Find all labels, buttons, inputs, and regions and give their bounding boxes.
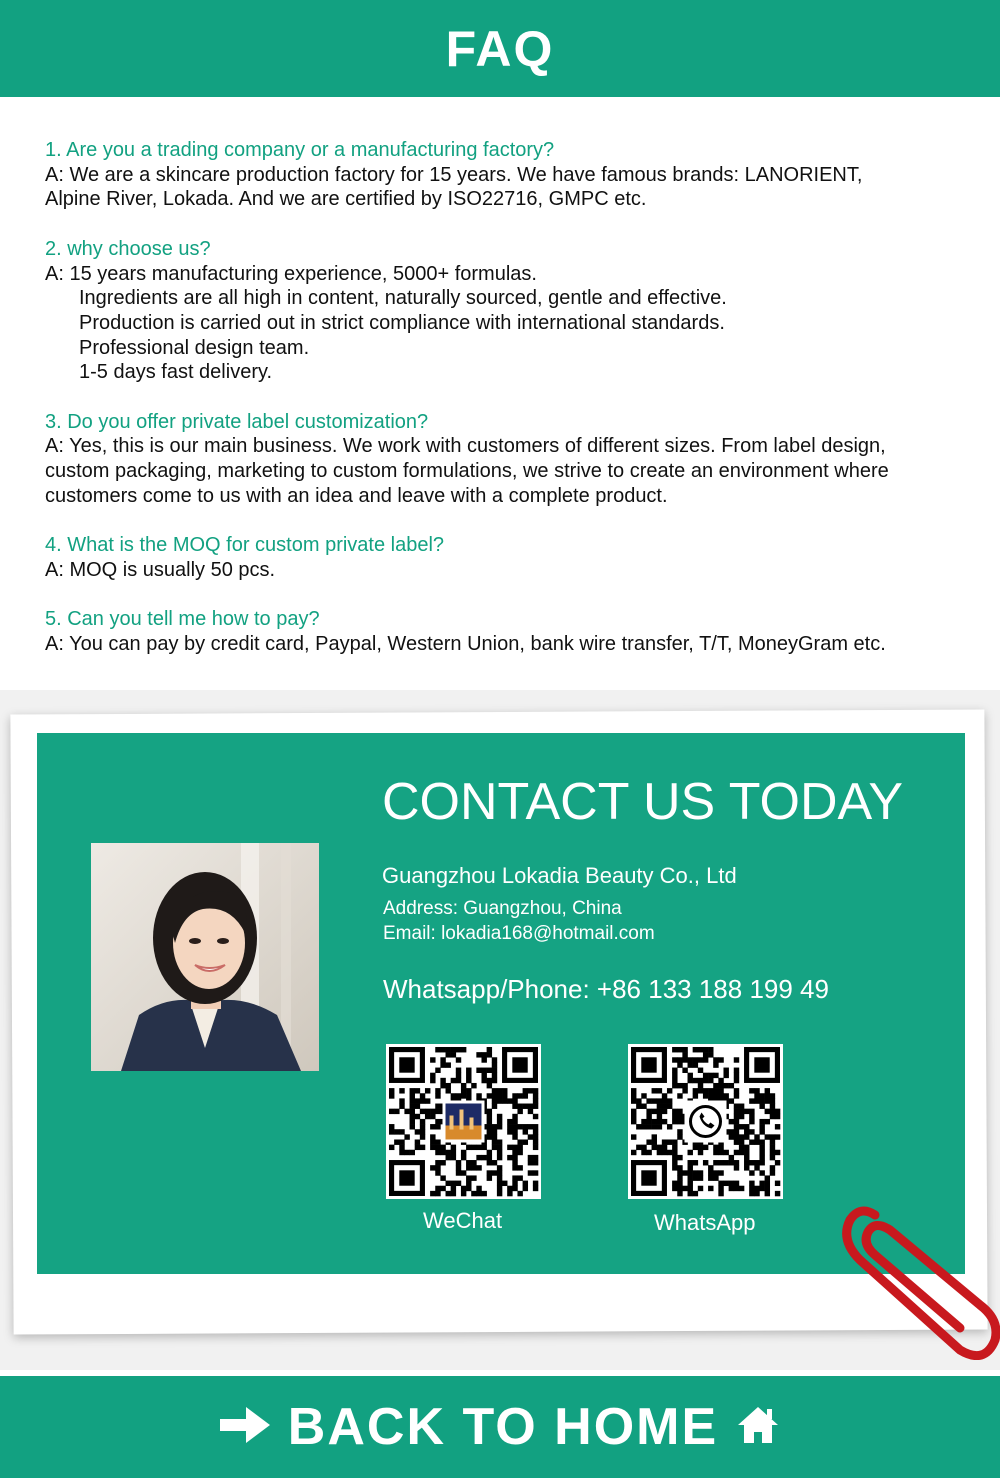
faq-question: 3. Do you offer private label customization? (45, 410, 429, 433)
whatsapp-label: WhatsApp (654, 1210, 756, 1235)
phone-text: Whatsapp/Phone: +86 133 188 199 49 (383, 974, 829, 1004)
faq-answer-line: A: Yes, this is our main business. We work with customers of different sizes. From label design, (45, 435, 886, 458)
faq-answer-line: A: MOQ is usually 50 pcs. (45, 558, 276, 581)
faq-item (45, 138, 975, 212)
faq-answer-line: Alpine River, Lokada. And we are certified by ISO22716, GMPC etc. (45, 188, 647, 211)
arrow-right-icon (220, 1407, 270, 1448)
paper-clip-icon (830, 1200, 1000, 1360)
faq-answer-line: Ingredients are all high in content, naturally sourced, gentle and effective. (79, 287, 727, 310)
wechat-qr-code (386, 1044, 541, 1199)
faq-answer-line: 1-5 days fast delivery. (79, 361, 273, 384)
faq-question: 5. Can you tell me how to pay? (45, 608, 320, 631)
email-text: Email: lokadia168@hotmail.com (383, 923, 655, 944)
faq-item (45, 237, 975, 385)
faq-item (45, 533, 975, 582)
whatsapp-qr-code (628, 1044, 783, 1199)
faq-answer-line: A: You can pay by credit card, Paypal, Western Union, bank wire transfer, T/T, MoneyGram etc. (45, 633, 886, 655)
address-text: Address: Guangzhou, China (383, 898, 622, 919)
faq-question: 4. What is the MOQ for custom private label? (45, 534, 445, 557)
wechat-label: WeChat (423, 1208, 503, 1233)
faq-title: FAQ (445, 20, 555, 77)
company-name: Guangzhou Lokadia Beauty Co., Ltd (382, 863, 737, 888)
faq-answer-line: Professional design team. (79, 336, 310, 359)
faq-item (45, 410, 975, 509)
contact-heading: CONTACT US TODAY (382, 773, 904, 831)
contact-portrait-photo (91, 843, 319, 1071)
faq-answer-line: A: We are a skincare production factory for 15 years. We have famous brands: LANORIENT, (45, 163, 863, 186)
faq-answer-line: A: 15 years manufacturing experience, 5000+ formulas. (45, 262, 537, 285)
faq-answer-line: custom packaging, marketing to custom formulations, we strive to create an environment where (45, 460, 889, 483)
back-to-home-label: BACK TO HOME (287, 1398, 719, 1456)
back-to-home-button[interactable] (0, 1376, 1000, 1478)
home-icon (736, 1405, 780, 1450)
faq-question: 1. Are you a trading company or a manufacturing factory? (45, 139, 555, 161)
faq-header (0, 0, 1000, 97)
faq-item (45, 607, 975, 656)
faq-answer-line: customers come to us with an idea and leave with a complete product. (45, 484, 668, 507)
faq-answer-line: Production is carried out in strict compliance with international standards. (79, 311, 725, 334)
faq-list (45, 138, 975, 681)
faq-question: 2. why choose us? (45, 237, 211, 260)
